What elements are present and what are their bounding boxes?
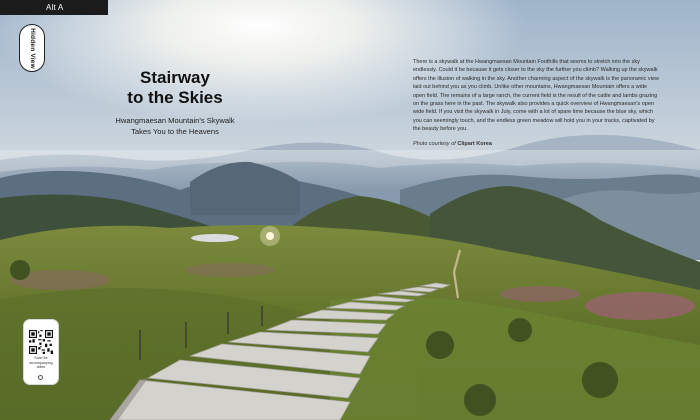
article-title-block [100, 68, 250, 137]
qr-code-icon[interactable] [29, 330, 53, 354]
article-subtitle [100, 116, 250, 137]
qr-video-card[interactable] [24, 320, 58, 384]
phone-home-button-icon [38, 375, 43, 380]
section-tag-label: Alt A [46, 3, 64, 12]
title-line-1: Stairway [140, 68, 210, 87]
subtitle-line-1: Hwangmaesan Mountain's Skywalk [115, 116, 235, 125]
title-line-2: to the Skies [127, 88, 223, 107]
article-body [413, 58, 659, 148]
qr-caption-line-2: accompanying [29, 360, 53, 365]
photo-credit-name: Clipart Korea [457, 140, 492, 147]
qr-caption [24, 356, 58, 370]
hidden-view-tab [19, 24, 45, 72]
qr-caption-line-3: video [36, 365, 46, 370]
article-body-text: There is a skywalk at the Hwangmaesan Mountain Foothills that seems to stretch into the sky endlessly. Could it be because it gets closer to the sky the further you climb? Walking up the skywalk offers the illusion of walking in the sky. Another charming aspect of the skywalk is the panoramic view laid out behind you as you climb. Unlike other mountains, Hwangmaesan Mountain offers a wide open field. The remains of a large ranch, the current field is the result of the cattle and lambs grazing on the grass here in the past. The skywalk also provides a quick overview of Hwangmaesan's open wide field. If you visit the skywalk in July, come with a lot of spare time because the blue sky, which you can seemingly touch, and the endless green meadow will hold you in your tracks, captivated by the beauty before you. [413, 59, 659, 133]
section-tag [0, 0, 108, 15]
hidden-view-label: Hidden View [28, 27, 36, 69]
qr-caption-line-1: Scan for [34, 356, 48, 360]
photo-credit [413, 140, 659, 148]
article-title [100, 68, 250, 108]
photo-credit-prefix: Photo courtesy of [413, 140, 456, 147]
subtitle-line-2: Takes You to the Heavens [131, 126, 219, 136]
